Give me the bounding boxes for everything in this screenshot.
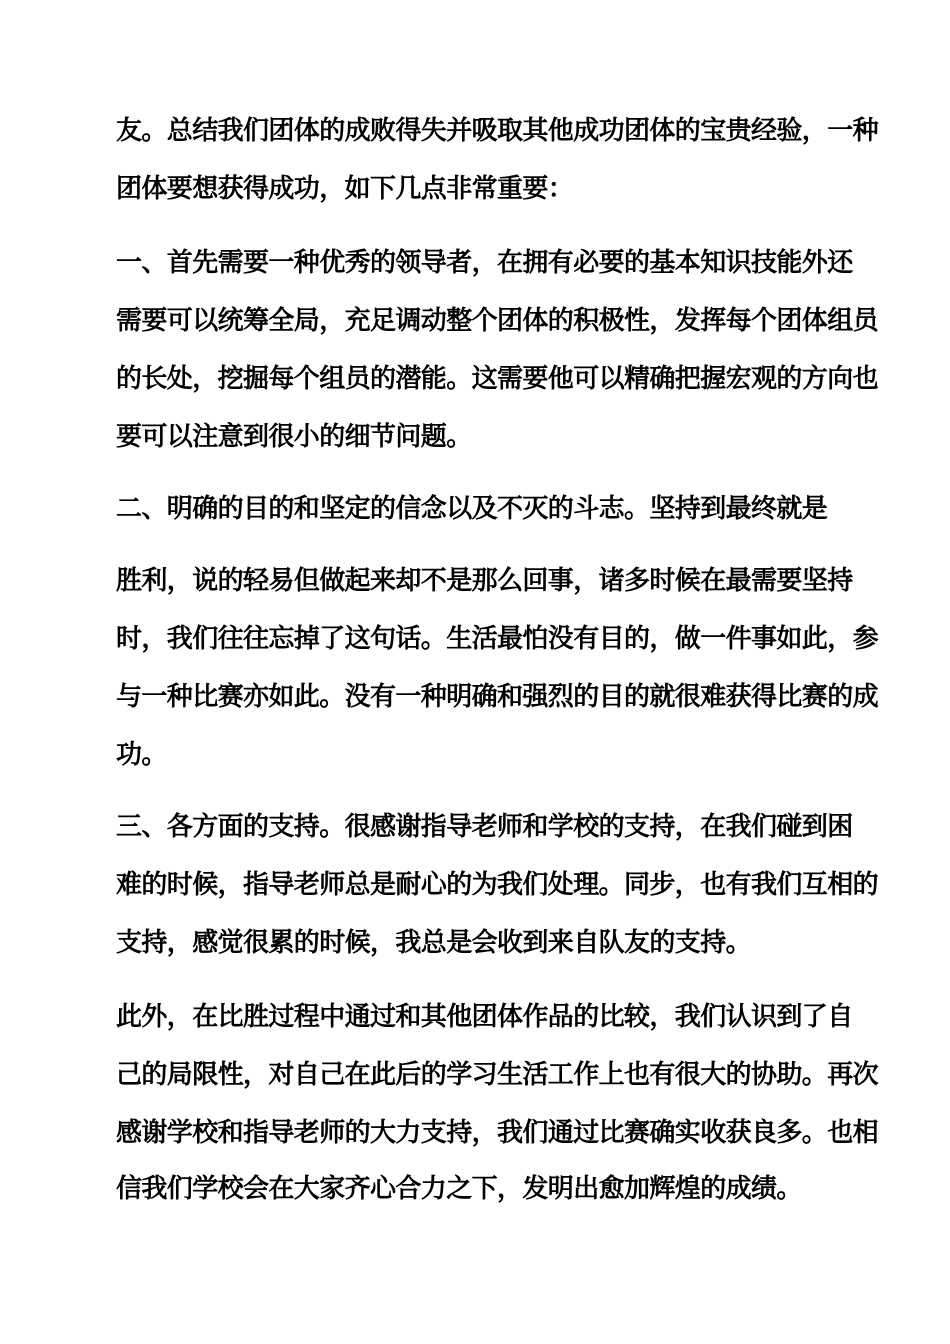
text-line: 要可以注意到很小的细节问题。: [116, 422, 472, 452]
text-line: 三、各方面的支持。很感谢指导老师和学校的支持，在我们碰到困: [116, 812, 853, 842]
text-line: 一、首先需要一种优秀的领导者，在拥有必要的基本知识技能外还: [116, 248, 853, 278]
text-line: 友。总结我们团体的成败得失并吸取其他成功团体的宝贵经验，一种: [116, 116, 879, 146]
text-line: 信我们学校会在大家齐心合力之下，发明出愈加辉煌的成绩。: [116, 1174, 802, 1204]
text-line: 功。: [116, 740, 167, 770]
text-line: 二、明确的目的和坚定的信念以及不灭的斗志。坚持到最终就是: [116, 494, 828, 524]
text-line: 的长处，挖掘每个组员的潜能。这需要他可以精确把握宏观的方向也: [116, 364, 879, 394]
text-line: 与一种比赛亦如此。没有一种明确和强烈的目的就很难获得比赛的成: [116, 682, 879, 712]
text-line: 团体要想获得成功，如下几点非常重要：: [116, 174, 574, 204]
text-line: 支持，感觉很累的时候，我总是会收到来自队友的支持。: [116, 928, 752, 958]
text-line: 此外，在比胜过程中通过和其他团体作品的比较，我们认识到了自: [116, 1002, 853, 1032]
text-line: 需要可以统筹全局，充足调动整个团体的积极性，发挥每个团体组员: [116, 306, 879, 336]
text-line: 己的局限性，对自己在此后的学习生活工作上也有很大的协助。再次: [116, 1060, 879, 1090]
text-line: 时，我们往往忘掉了这句话。生活最怕没有目的，做一件事如此，参: [116, 624, 879, 654]
text-line: 胜利，说的轻易但做起来却不是那么回事，诸多时候在最需要坚持: [116, 566, 853, 596]
text-line: 难的时候，指导老师总是耐心的为我们处理。同步，也有我们互相的: [116, 870, 879, 900]
text-line: 感谢学校和指导老师的大力支持，我们通过比赛确实收获良多。也相: [116, 1118, 879, 1148]
